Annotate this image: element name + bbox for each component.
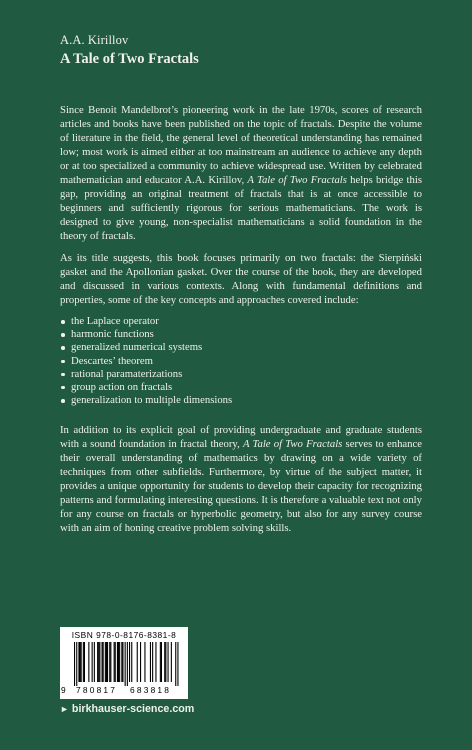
paragraph-intro: Since Benoit Mandelbrot’s pioneering work in the late 1970s, scores of research articles and books have been published on the topic of fractals. Despite the volume of literature in the field, the general level of theoretical understanding has remained low; most work is aimed either at too mainstream an audience to achieve any depth or at too specialized a community to achieve widespread use. Written by celebrated mathematician and educator A.A. Kirillov, A Tale of Two Fractals helps bridge this gap, providing an original treatment of fractals that is at once accessible to beginners and sufficiently rigorous for serious mathematicians. The work is designed to give young, non-specialist mathematicians a solid foundation in the theory of fractals. [60, 104, 422, 242]
barcode-left-digits: 780817 [76, 685, 118, 695]
barcode-bar [175, 642, 176, 686]
author-name: A.A. Kirillov [60, 33, 129, 47]
barcode-bar [152, 642, 153, 682]
barcode-bar [118, 642, 119, 682]
barcode-bar [137, 642, 138, 682]
description [60, 103, 422, 543]
barcode-bar [127, 642, 128, 686]
barcode-right-digits: 683818 [130, 685, 172, 695]
list-item: Descartes’ theorem [60, 355, 422, 368]
barcode-bar [129, 642, 130, 682]
barcode-bar [177, 642, 178, 686]
barcode-bar [84, 642, 85, 682]
barcode-bar [131, 642, 132, 682]
paragraph-focus: As its title suggests, this book focuses primarily on two fractals: the Sierpiński gasket and the Apollonian gasket. Over the course of the book, they are developed and discussed in various contexts. Along with fundamental definitions and properties, some of the key concepts and approaches covered include: [60, 252, 422, 306]
list-item: group action on fractals [60, 381, 422, 394]
barcode-bar [83, 642, 84, 682]
barcode-bar [150, 642, 151, 682]
concepts-list [60, 315, 422, 407]
barcode-bar [98, 642, 99, 682]
list-item: the Laplace operator [60, 315, 422, 328]
barcode-bar [94, 642, 95, 682]
list-item: rational paramaterizations [60, 368, 422, 381]
barcode-bar [99, 642, 100, 682]
barcode-first-digit: 9 [61, 685, 66, 695]
barcode-bar [107, 642, 108, 682]
barcode-bar [165, 642, 166, 682]
barcode-bar [76, 642, 77, 686]
list-item: generalized numerical systems [60, 341, 422, 354]
website-url: birkhauser-science.com [71, 703, 195, 715]
barcode-bar [78, 642, 79, 682]
barcode-bar [102, 642, 103, 682]
barcode-bar [155, 642, 156, 682]
barcode-bar [117, 642, 118, 682]
isbn-barcode [60, 627, 188, 699]
barcode-bar [121, 642, 122, 682]
list-item: generalization to multiple dimensions [60, 394, 422, 407]
barcode-bar [140, 642, 141, 682]
barcode-bar [125, 642, 126, 686]
barcode-bar [110, 642, 111, 682]
barcode-bar [164, 642, 165, 682]
barcode-bar [103, 642, 104, 682]
paragraph-goal: In addition to its explicit goal of providing undergraduate and graduate students with a sound foundation in fractal theory, A Tale of Two Fractals serves to enhance their overall understanding of mathematics by drawing on a wide variety of techniques from other subfields. Furthermore, by virtue of the subject matter, it provides a unique opportunity for students to develop their capacity for recognizing patterns and formulating interesting questions. It is therefore a valuable text not only for any course on fractals or hyperbolic geometry, but also for any survey course with an aim of honing creative problem solving skills. [60, 424, 422, 535]
barcode-bar [115, 642, 116, 682]
barcode-bars [66, 642, 182, 686]
barcode-bar [105, 642, 106, 682]
barcode-bar [109, 642, 110, 682]
isbn-label: ISBN 978-0-8176-8381-8 [71, 630, 177, 640]
barcode-bar [144, 642, 145, 682]
barcode-bar [160, 642, 161, 682]
barcode-bar [122, 642, 123, 682]
barcode-bar [119, 642, 120, 682]
triangle-right-icon: ► [60, 704, 69, 714]
book-title: A Tale of Two Fractals [60, 51, 199, 67]
barcode-bar [161, 642, 162, 682]
website-link[interactable] [60, 703, 194, 715]
barcode-bar [81, 642, 82, 682]
list-item: harmonic functions [60, 328, 422, 341]
barcode-bar [106, 642, 107, 682]
barcode-bar [171, 642, 172, 682]
barcode-bar [168, 642, 169, 682]
barcode-bar [80, 642, 81, 682]
barcode-bar [92, 642, 93, 682]
barcode-bar [88, 642, 89, 682]
barcode-bar [74, 642, 75, 686]
barcode-bar [97, 642, 98, 682]
barcode-bar [114, 642, 115, 682]
